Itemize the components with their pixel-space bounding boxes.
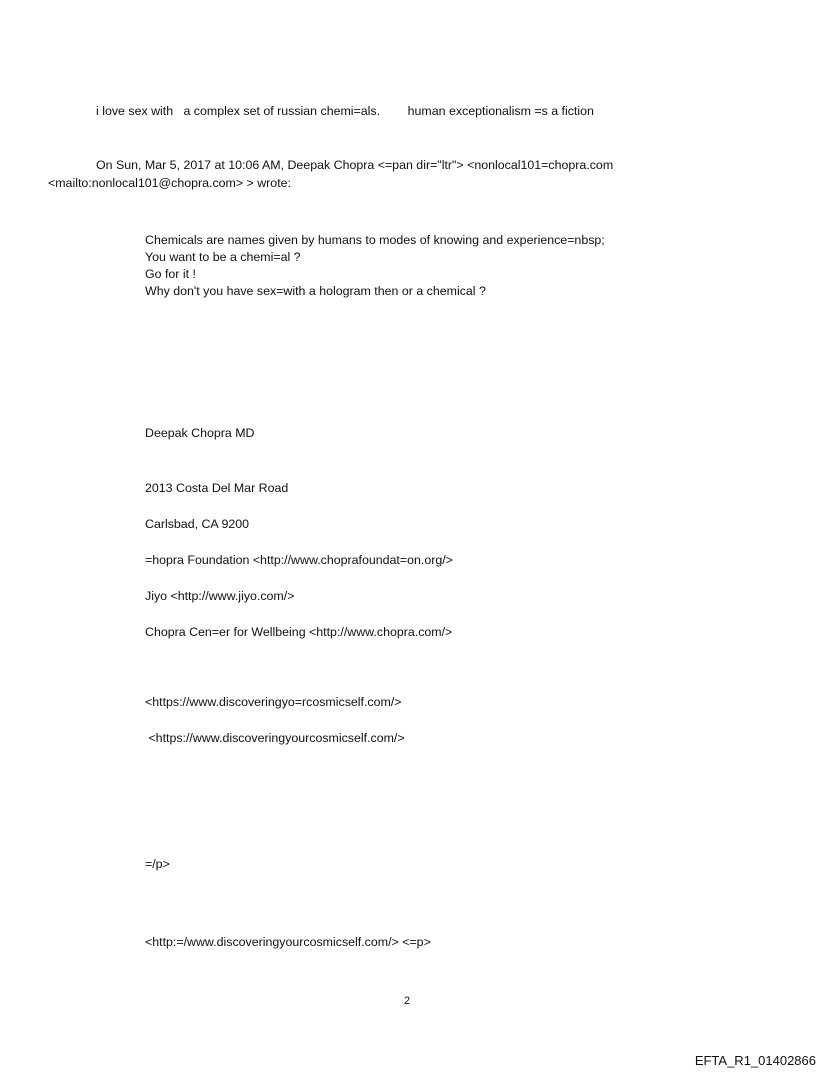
signature-link: =hopra Foundation <http://www.choprafoundat=on.org/> (145, 553, 453, 567)
quote-header: On Sun, Mar 5, 2017 at 10:06 AM, Deepak Chopra <=pan dir="ltr"> <nonlocal101=chopra.com (96, 158, 614, 172)
signature-address: 2013 Costa Del Mar Road (145, 481, 289, 495)
signature-link: <https://www.discoveringyourcosmicself.com/> (145, 731, 405, 745)
signature-fragment: =/p> (145, 857, 170, 871)
signature-link: <http:=/www.discoveringyourcosmicself.com/> <=p> (145, 935, 431, 949)
quoted-line: Why don't you have sex=with a hologram then or a chemical ? (145, 284, 486, 298)
signature-city: Carlsbad, CA 9200 (145, 517, 250, 531)
signature-name: Deepak Chopra MD (145, 426, 255, 440)
signature-link: Jiyo <http://www.jiyo.com/> (145, 589, 295, 603)
quoted-line: You want to be a chemi=al ? (145, 250, 301, 264)
quoted-line: Go for it ! (145, 267, 196, 281)
bates-number: EFTA_R1_01402866 (694, 1053, 816, 1068)
reply-text: i love sex with a complex set of russian chemi=als. human exceptionalism =s a fiction (96, 104, 594, 118)
quote-header-continued: <mailto:nonlocal101@chopra.com> > wrote: (48, 176, 291, 190)
signature-link: <https://www.discoveringyo=rcosmicself.com/> (145, 695, 402, 709)
signature-link: Chopra Cen=er for Wellbeing <http://www.chopra.com/> (145, 625, 453, 639)
page-number: 2 (404, 995, 411, 1007)
quoted-line: Chemicals are names given by humans to modes of knowing and experience=nbsp; (145, 233, 605, 247)
